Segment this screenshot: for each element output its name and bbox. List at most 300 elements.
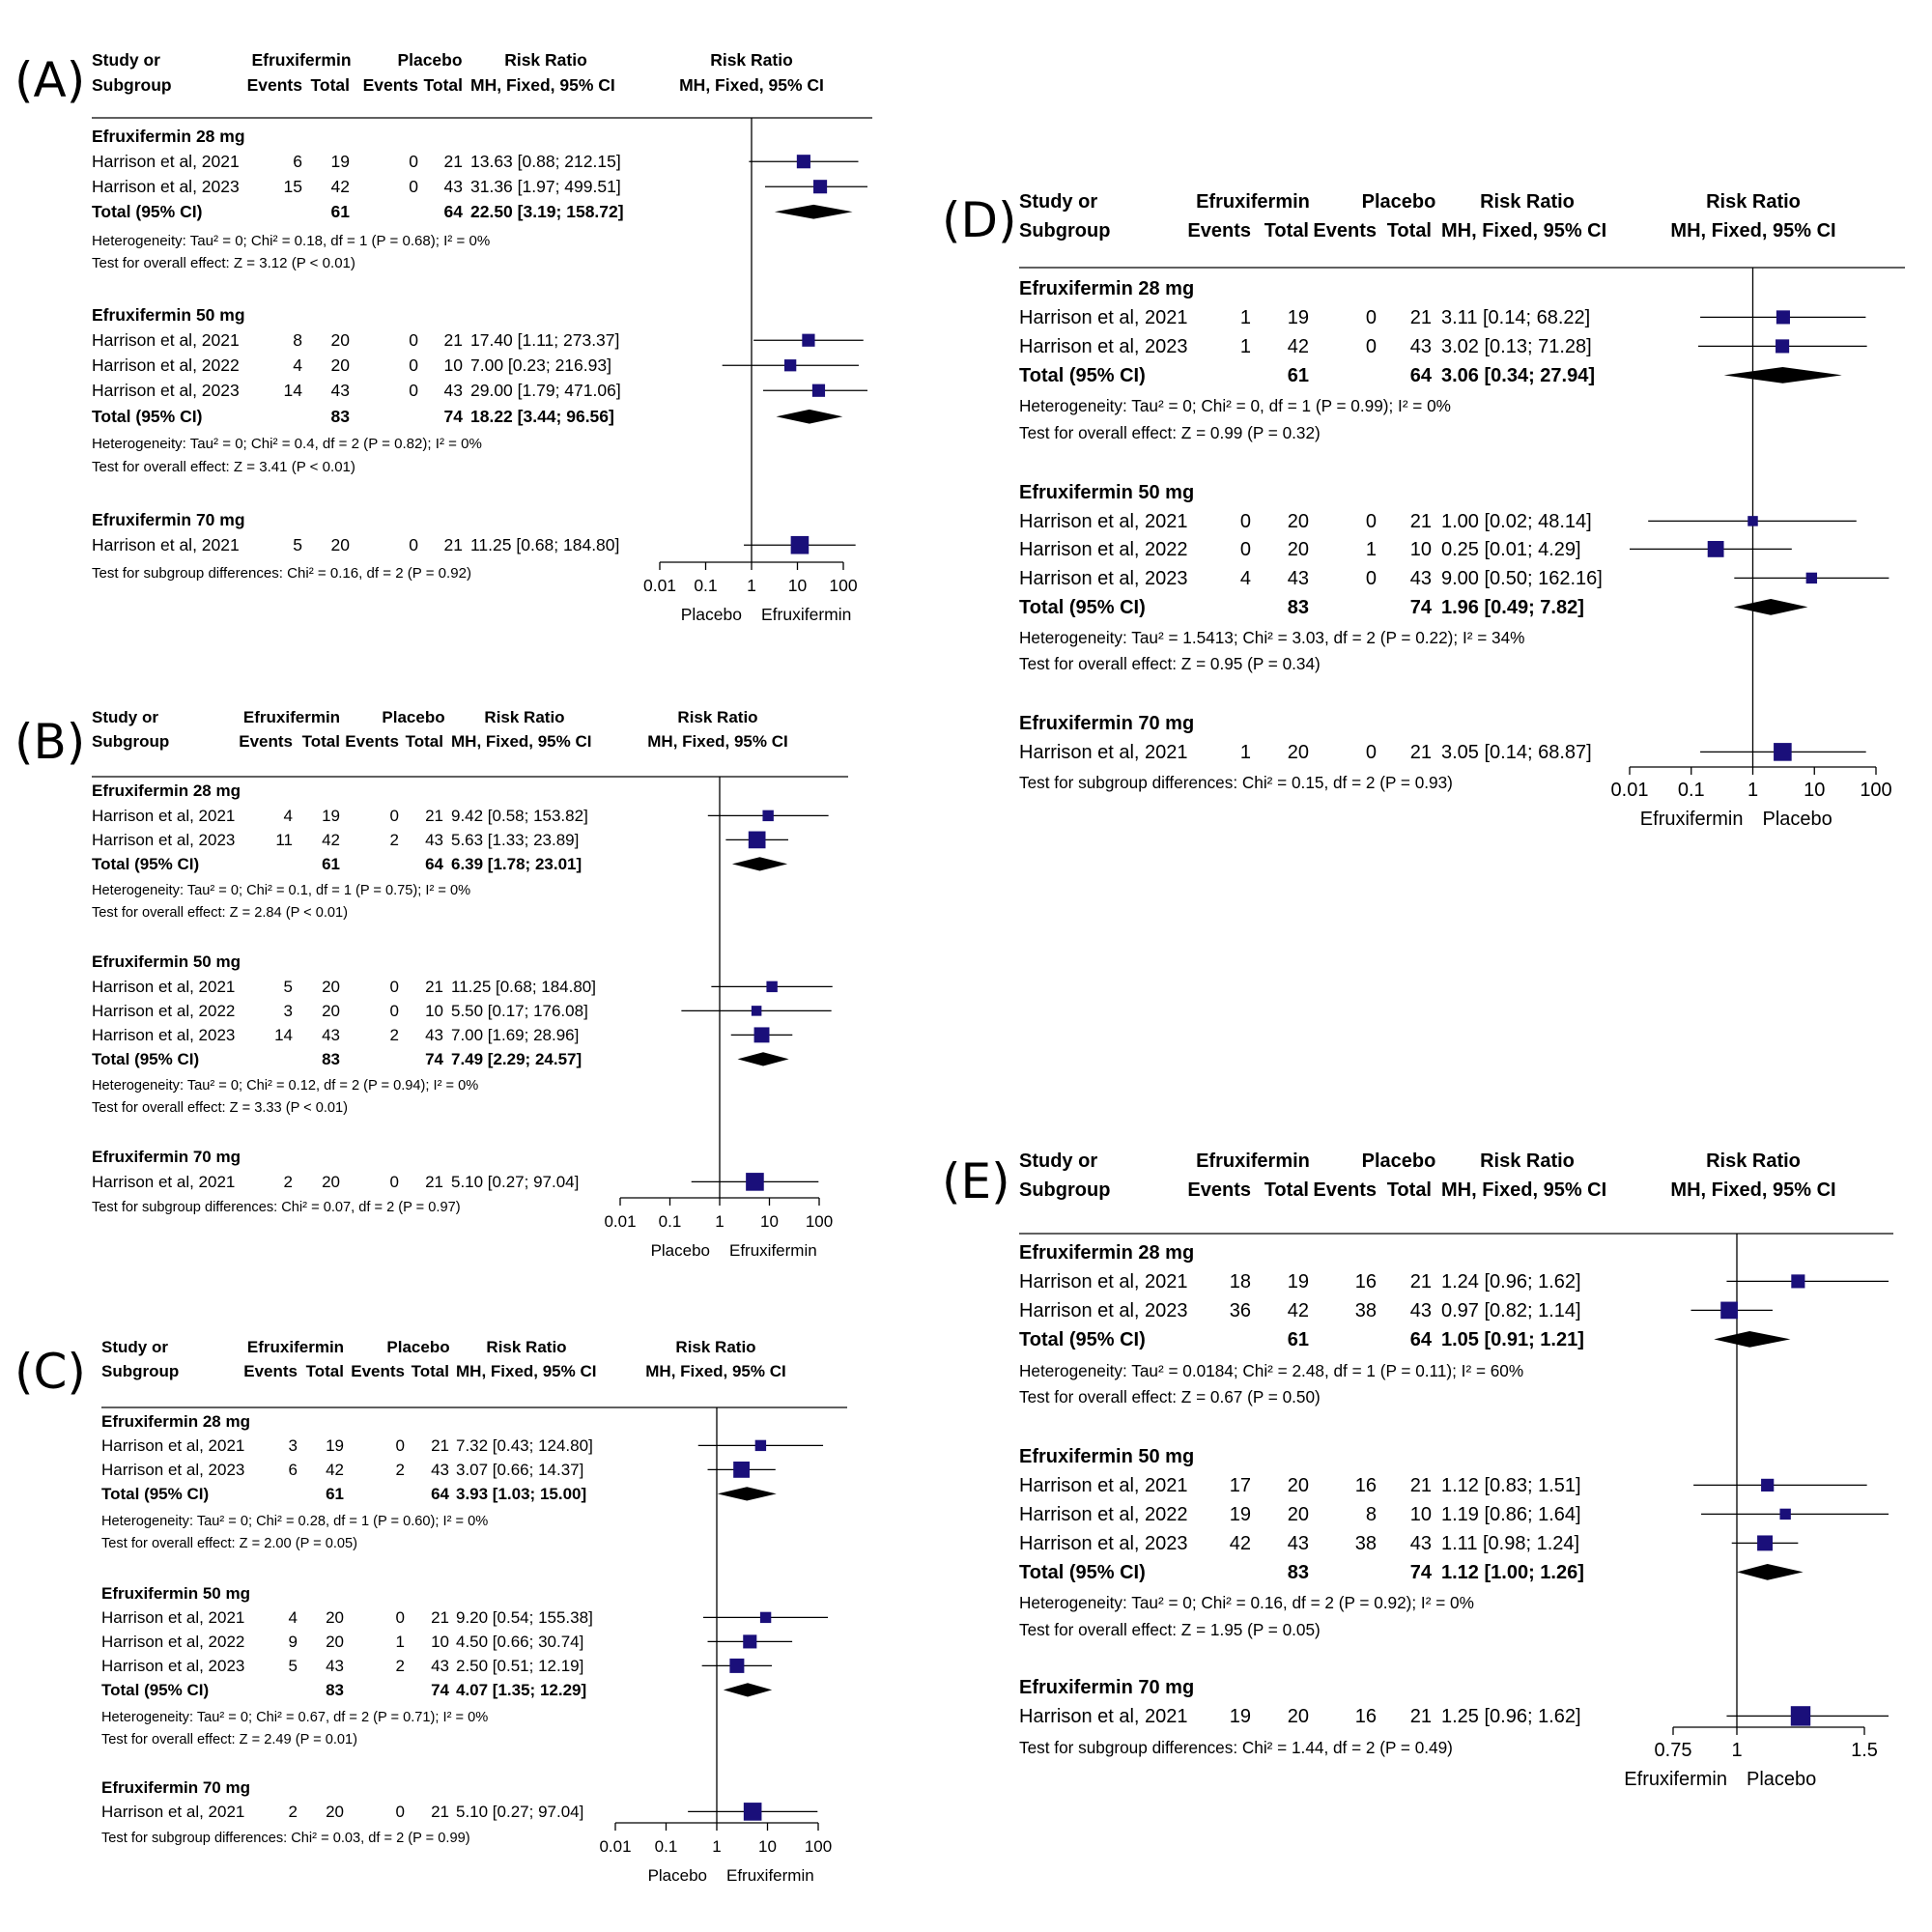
header-subgroup: Subgroup: [1019, 220, 1111, 242]
x-label-left: Placebo: [680, 605, 742, 624]
study-marker: [784, 359, 796, 371]
total-placebo: 64: [1409, 1329, 1432, 1350]
study-marker: [743, 1634, 756, 1648]
study-name: Harrison et al, 2021: [1019, 1706, 1188, 1727]
placebo-total: 21: [1409, 742, 1432, 763]
study-marker: [760, 1612, 771, 1623]
header-total-efx: Total: [1264, 1179, 1309, 1201]
subgroup-title: Efruxifermin 50 mg: [92, 305, 245, 325]
total-ci: 22.50 [3.19; 158.72]: [470, 202, 624, 221]
header-method-plot: MH, Fixed, 95% CI: [1670, 1179, 1836, 1201]
study-marker: [791, 536, 810, 554]
placebo-total: 10: [443, 355, 463, 375]
efx-events: 1: [1239, 742, 1251, 763]
efx-events: 19: [1229, 1706, 1251, 1727]
x-tick-label: 100: [805, 1212, 834, 1231]
subgroup-title: Efruxifermin 70 mg: [101, 1778, 250, 1797]
study-name: Harrison et al, 2023: [101, 1461, 245, 1479]
efx-total: 20: [330, 535, 350, 554]
x-tick-label: 1: [1747, 780, 1759, 801]
x-tick-label: 1: [715, 1212, 724, 1231]
study-name: Harrison et al, 2023: [1019, 336, 1188, 357]
efx-total: 42: [1287, 336, 1309, 357]
risk-ratio-ci: 3.11 [0.14; 68.22]: [1441, 307, 1591, 328]
total-efx: 83: [1287, 597, 1309, 618]
study-name: Harrison et al, 2023: [92, 381, 240, 400]
total-placebo: 74: [443, 407, 463, 426]
efx-total: 20: [1287, 742, 1309, 763]
efx-total: 42: [322, 831, 340, 849]
pooled-diamond: [724, 1683, 772, 1696]
header-events-efx: Events: [1187, 1179, 1251, 1201]
placebo-events: 0: [395, 1608, 405, 1627]
total-label: Total (95% CI): [92, 1050, 200, 1068]
efx-events: 5: [283, 978, 293, 996]
total-placebo: 74: [1409, 1562, 1432, 1583]
placebo-events: 0: [409, 535, 418, 554]
x-tick-label: 0.1: [1677, 780, 1705, 801]
x-tick-label: 0.1: [654, 1837, 678, 1856]
header-total-pla: Total: [411, 1362, 449, 1380]
placebo-events: 0: [1365, 568, 1377, 589]
placebo-total: 21: [1409, 1271, 1432, 1293]
study-name: Harrison et al, 2023: [92, 831, 236, 849]
overall-effect-text: Test for overall effect: Z = 2.49 (P = 0.01): [101, 1732, 358, 1747]
total-ci: 1.12 [1.00; 1.26]: [1441, 1562, 1584, 1583]
study-marker: [812, 384, 825, 397]
panel-label: (B): [14, 714, 86, 770]
header-subgroup: Subgroup: [1019, 1179, 1111, 1201]
header-total-pla: Total: [1386, 1179, 1432, 1201]
risk-ratio-ci: 5.63 [1.33; 23.89]: [451, 831, 580, 849]
header-study: Study or: [92, 50, 160, 70]
header-method: MH, Fixed, 95% CI: [456, 1362, 597, 1380]
subgroup-title: Efruxifermin 50 mg: [1019, 1446, 1195, 1467]
x-tick-label: 0.1: [658, 1212, 682, 1231]
study-marker: [762, 810, 773, 821]
x-tick-label: 100: [804, 1837, 833, 1856]
total-efx: 83: [322, 1050, 340, 1068]
study-marker: [1779, 1509, 1790, 1520]
panel-c: [14, 1338, 847, 1885]
placebo-total: 10: [1409, 539, 1432, 560]
efx-total: 20: [1287, 511, 1309, 532]
heterogeneity-text: Heterogeneity: Tau² = 0; Chi² = 0.18, df = 1 (P = 0.68); I² = 0%: [92, 233, 491, 249]
heterogeneity-text: Heterogeneity: Tau² = 1.5413; Chi² = 3.03, df = 2 (P = 0.22); I² = 34%: [1019, 628, 1525, 647]
x-label-right: Placebo: [1762, 809, 1833, 830]
subgroup-title: Efruxifermin 50 mg: [1019, 482, 1195, 503]
risk-ratio-ci: 7.32 [0.43; 124.80]: [456, 1436, 593, 1455]
placebo-total: 43: [443, 381, 463, 400]
placebo-total: 10: [1409, 1504, 1432, 1525]
x-tick-label: 0.01: [599, 1837, 632, 1856]
efx-events: 0: [1239, 539, 1251, 560]
header-study: Study or: [92, 708, 158, 726]
risk-ratio-ci: 1.11 [0.98; 1.24]: [1441, 1533, 1580, 1554]
placebo-total: 21: [431, 1436, 449, 1455]
efx-events: 3: [288, 1436, 298, 1455]
placebo-total: 43: [443, 177, 463, 196]
x-label-left: Placebo: [647, 1866, 707, 1885]
x-label-right: Placebo: [1747, 1769, 1817, 1790]
x-label-left: Efruxifermin: [1639, 809, 1744, 830]
total-placebo: 64: [1409, 365, 1432, 386]
total-efx: 83: [1287, 1562, 1309, 1583]
x-tick-label: 1.5: [1851, 1740, 1878, 1761]
placebo-events: 0: [1365, 336, 1377, 357]
placebo-total: 43: [1409, 336, 1432, 357]
x-tick-label: 0.01: [604, 1212, 637, 1231]
subgroup-title: Efruxifermin 28 mg: [1019, 278, 1195, 299]
study-name: Harrison et al, 2022: [1019, 1504, 1188, 1525]
risk-ratio-ci: 2.50 [0.51; 12.19]: [456, 1657, 584, 1675]
efx-events: 2: [283, 1173, 293, 1191]
risk-ratio-ci: 1.19 [0.86; 1.64]: [1441, 1504, 1581, 1525]
subgroup-title: Efruxifermin 28 mg: [101, 1412, 250, 1431]
header-method-plot: MH, Fixed, 95% CI: [1670, 220, 1836, 242]
header-events-efx: Events: [246, 75, 302, 95]
x-label-left: Efruxifermin: [1624, 1769, 1727, 1790]
efx-total: 20: [326, 1608, 344, 1627]
efx-events: 0: [1239, 511, 1251, 532]
placebo-events: 1: [1365, 539, 1377, 560]
placebo-events: 2: [389, 1026, 399, 1044]
subgroup-differences-text: Test for subgroup differences: Chi² = 0.16, df = 2 (P = 0.92): [92, 565, 471, 582]
x-tick-label: 0.75: [1654, 1740, 1692, 1761]
study-name: Harrison et al, 2021: [1019, 1475, 1188, 1496]
efx-total: 19: [1287, 307, 1309, 328]
heterogeneity-text: Heterogeneity: Tau² = 0; Chi² = 0.16, df = 2 (P = 0.92); I² = 0%: [1019, 1593, 1474, 1612]
pooled-diamond: [1737, 1564, 1804, 1580]
total-efx: 83: [326, 1681, 344, 1699]
efx-total: 43: [330, 381, 350, 400]
placebo-events: 2: [389, 831, 399, 849]
efx-total: 19: [330, 152, 350, 171]
heterogeneity-text: Heterogeneity: Tau² = 0; Chi² = 0.4, df = 2 (P = 0.82); I² = 0%: [92, 436, 482, 452]
placebo-events: 1: [395, 1633, 405, 1651]
study-name: Harrison et al, 2021: [1019, 511, 1188, 532]
efx-events: 18: [1229, 1271, 1251, 1293]
risk-ratio-ci: 3.02 [0.13; 71.28]: [1441, 336, 1592, 357]
study-marker: [813, 180, 827, 193]
study-name: Harrison et al, 2021: [101, 1436, 245, 1455]
risk-ratio-ci: 17.40 [1.11; 273.37]: [470, 330, 620, 350]
total-placebo: 74: [1409, 597, 1432, 618]
study-name: Harrison et al, 2021: [1019, 307, 1188, 328]
efx-total: 43: [1287, 1533, 1309, 1554]
study-marker: [1806, 573, 1817, 583]
study-name: Harrison et al, 2022: [92, 1002, 236, 1020]
placebo-events: 0: [409, 381, 418, 400]
risk-ratio-ci: 1.12 [0.83; 1.51]: [1441, 1475, 1581, 1496]
panel-b: [14, 708, 848, 1260]
efx-events: 19: [1229, 1504, 1251, 1525]
panel-d: [942, 191, 1905, 830]
x-label-left: Placebo: [650, 1241, 710, 1260]
header-events-pla: Events: [362, 75, 418, 95]
total-efx: 83: [330, 407, 350, 426]
pooled-diamond: [1724, 367, 1842, 384]
study-name: Harrison et al, 2021: [101, 1803, 245, 1821]
header-method: MH, Fixed, 95% CI: [1441, 220, 1607, 242]
header-subgroup: Subgroup: [101, 1362, 180, 1380]
pooled-diamond: [1714, 1331, 1790, 1348]
total-placebo: 64: [443, 202, 463, 221]
placebo-total: 21: [431, 1803, 449, 1821]
study-marker: [746, 1173, 764, 1191]
placebo-events: 0: [389, 1173, 399, 1191]
total-ci: 3.93 [1.03; 15.00]: [456, 1485, 587, 1503]
x-label-right: Efruxifermin: [726, 1866, 814, 1885]
risk-ratio-ci: 11.25 [0.68; 184.80]: [470, 535, 620, 554]
header-total-efx: Total: [310, 75, 350, 95]
study-marker: [802, 334, 814, 347]
header-efruxifermin: Efruxifermin: [242, 708, 341, 726]
placebo-total: 21: [425, 807, 443, 825]
heterogeneity-text: Heterogeneity: Tau² = 0; Chi² = 0, df = 1 (P = 0.99); I² = 0%: [1019, 396, 1451, 415]
study-marker: [1708, 541, 1724, 557]
header-method-plot: MH, Fixed, 95% CI: [645, 1362, 786, 1380]
header-efruxifermin: Efruxifermin: [1196, 191, 1310, 213]
overall-effect-text: Test for overall effect: Z = 2.00 (P = 0.05): [101, 1536, 358, 1551]
efx-total: 42: [1287, 1300, 1309, 1321]
risk-ratio-ci: 1.00 [0.02; 48.14]: [1441, 511, 1592, 532]
header-method-plot: MH, Fixed, 95% CI: [647, 732, 788, 751]
x-tick-label: 10: [1804, 780, 1826, 801]
efx-events: 6: [293, 152, 302, 171]
study-marker: [1747, 516, 1758, 526]
efx-total: 19: [1287, 1271, 1309, 1293]
placebo-events: 0: [389, 978, 399, 996]
header-total-pla: Total: [405, 732, 443, 751]
efx-events: 17: [1229, 1475, 1251, 1496]
overall-effect-text: Test for overall effect: Z = 3.12 (P < 0.01): [92, 255, 355, 271]
header-total-pla: Total: [423, 75, 463, 95]
header-risk-ratio: Risk Ratio: [486, 1338, 567, 1356]
efx-events: 3: [283, 1002, 293, 1020]
total-ci: 1.96 [0.49; 7.82]: [1441, 597, 1584, 618]
header-risk-ratio: Risk Ratio: [1480, 1151, 1575, 1172]
study-marker: [1757, 1535, 1773, 1550]
subgroup-title: Efruxifermin 28 mg: [1019, 1242, 1195, 1264]
header-subgroup: Subgroup: [92, 732, 170, 751]
subgroup-title: Efruxifermin 50 mg: [92, 952, 241, 971]
efx-total: 20: [326, 1803, 344, 1821]
placebo-events: 16: [1354, 1706, 1377, 1727]
study-marker: [1776, 339, 1789, 353]
risk-ratio-ci: 3.05 [0.14; 68.87]: [1441, 742, 1592, 763]
header-study: Study or: [1019, 1151, 1098, 1172]
pooled-diamond: [1734, 599, 1808, 615]
total-efx: 61: [1287, 365, 1309, 386]
study-marker: [1720, 1302, 1738, 1320]
panel-label: (C): [14, 1344, 86, 1400]
study-name: Harrison et al, 2023: [1019, 568, 1188, 589]
pooled-diamond: [776, 410, 842, 424]
study-name: Harrison et al, 2022: [92, 355, 240, 375]
header-study: Study or: [101, 1338, 168, 1356]
subgroup-differences-text: Test for subgroup differences: Chi² = 0.15, df = 2 (P = 0.93): [1019, 773, 1453, 792]
efx-total: 20: [322, 1002, 340, 1020]
efx-events: 6: [288, 1461, 298, 1479]
placebo-events: 0: [389, 807, 399, 825]
subgroup-differences-text: Test for subgroup differences: Chi² = 0.07, df = 2 (P = 0.97): [92, 1200, 461, 1215]
header-method: MH, Fixed, 95% CI: [470, 75, 615, 95]
total-placebo: 64: [425, 855, 443, 873]
efx-events: 5: [288, 1657, 298, 1675]
pooled-diamond: [775, 205, 853, 219]
placebo-events: 38: [1354, 1533, 1377, 1554]
total-label: Total (95% CI): [92, 202, 203, 221]
placebo-total: 43: [431, 1657, 449, 1675]
placebo-events: 16: [1354, 1271, 1377, 1293]
pooled-diamond: [718, 1487, 777, 1500]
efx-total: 20: [1287, 1706, 1309, 1727]
placebo-events: 0: [1365, 742, 1377, 763]
panel-label: (A): [14, 52, 86, 108]
overall-effect-text: Test for overall effect: Z = 2.84 (P < 0.01): [92, 905, 349, 921]
efx-total: 20: [322, 978, 340, 996]
risk-ratio-ci: 9.20 [0.54; 155.38]: [456, 1608, 593, 1627]
x-tick-label: 0.01: [1610, 780, 1649, 801]
panel-label: (D): [942, 192, 1017, 248]
efx-total: 43: [326, 1657, 344, 1675]
study-name: Harrison et al, 2023: [92, 1026, 236, 1044]
overall-effect-text: Test for overall effect: Z = 0.67 (P = 0.50): [1019, 1387, 1321, 1406]
placebo-total: 21: [425, 1173, 443, 1191]
placebo-total: 43: [425, 1026, 443, 1044]
risk-ratio-ci: 29.00 [1.79; 471.06]: [470, 381, 621, 400]
efx-total: 20: [330, 330, 350, 350]
header-events-efx: Events: [1187, 220, 1251, 242]
header-placebo: Placebo: [397, 50, 463, 70]
header-total-efx: Total: [305, 1362, 344, 1380]
study-name: Harrison et al, 2021: [92, 807, 236, 825]
header-subgroup: Subgroup: [92, 75, 172, 95]
heterogeneity-text: Heterogeneity: Tau² = 0; Chi² = 0.12, df = 2 (P = 0.94); I² = 0%: [92, 1078, 479, 1094]
total-label: Total (95% CI): [92, 407, 203, 426]
placebo-events: 2: [395, 1461, 405, 1479]
panel-a: [14, 50, 872, 624]
risk-ratio-ci: 7.00 [1.69; 28.96]: [451, 1026, 580, 1044]
efx-events: 11: [275, 831, 293, 849]
efx-events: 8: [293, 330, 302, 350]
efx-events: 36: [1229, 1300, 1251, 1321]
placebo-events: 2: [395, 1657, 405, 1675]
header-efruxifermin: Efruxifermin: [1196, 1151, 1310, 1172]
risk-ratio-ci: 3.07 [0.66; 14.37]: [456, 1461, 584, 1479]
total-efx: 61: [322, 855, 340, 873]
placebo-total: 21: [443, 330, 463, 350]
heterogeneity-text: Heterogeneity: Tau² = 0; Chi² = 0.28, df = 1 (P = 0.60); I² = 0%: [101, 1514, 489, 1529]
total-ci: 1.05 [0.91; 1.21]: [1441, 1329, 1584, 1350]
total-ci: 4.07 [1.35; 12.29]: [456, 1681, 587, 1699]
study-marker: [749, 832, 766, 849]
overall-effect-text: Test for overall effect: Z = 3.33 (P < 0.01): [92, 1100, 349, 1116]
placebo-events: 0: [409, 330, 418, 350]
total-placebo: 74: [431, 1681, 449, 1699]
study-marker: [1774, 743, 1792, 761]
total-label: Total (95% CI): [1019, 1329, 1146, 1350]
header-placebo: Placebo: [1361, 1151, 1436, 1172]
efx-total: 20: [1287, 1504, 1309, 1525]
placebo-total: 10: [431, 1633, 449, 1651]
heterogeneity-text: Heterogeneity: Tau² = 0; Chi² = 0.1, df = 1 (P = 0.75); I² = 0%: [92, 883, 471, 898]
study-marker: [744, 1803, 762, 1821]
total-placebo: 64: [431, 1485, 449, 1503]
efx-events: 5: [293, 535, 302, 554]
placebo-total: 43: [1409, 1533, 1432, 1554]
study-marker: [1791, 1706, 1810, 1725]
x-tick-label: 0.01: [642, 576, 677, 595]
placebo-events: 0: [409, 177, 418, 196]
study-name: Harrison et al, 2023: [1019, 1300, 1188, 1321]
risk-ratio-ci: 5.10 [0.27; 97.04]: [451, 1173, 580, 1191]
header-total-efx: Total: [1264, 220, 1309, 242]
x-tick-label: 1: [1731, 1740, 1743, 1761]
header-risk-ratio-plot: Risk Ratio: [710, 50, 793, 70]
study-name: Harrison et al, 2021: [1019, 1271, 1188, 1293]
total-efx: 61: [1287, 1329, 1309, 1350]
header-events-pla: Events: [345, 732, 399, 751]
study-marker: [766, 981, 777, 992]
x-tick-label: 10: [787, 576, 808, 595]
header-method: MH, Fixed, 95% CI: [1441, 1179, 1607, 1201]
study-marker: [1761, 1479, 1774, 1492]
efx-total: 43: [322, 1026, 340, 1044]
efx-total: 20: [1287, 539, 1309, 560]
efx-events: 1: [1239, 336, 1251, 357]
placebo-events: 0: [389, 1002, 399, 1020]
placebo-events: 0: [395, 1436, 405, 1455]
overall-effect-text: Test for overall effect: Z = 0.95 (P = 0.34): [1019, 654, 1321, 673]
total-label: Total (95% CI): [1019, 1562, 1146, 1583]
header-risk-ratio: Risk Ratio: [504, 50, 587, 70]
study-marker: [733, 1462, 750, 1478]
header-events-pla: Events: [1313, 220, 1377, 242]
risk-ratio-ci: 4.50 [0.66; 30.74]: [456, 1633, 584, 1651]
study-name: Harrison et al, 2021: [92, 152, 240, 171]
placebo-total: 21: [1409, 1706, 1432, 1727]
efx-events: 4: [288, 1608, 298, 1627]
placebo-events: 0: [409, 152, 418, 171]
subgroup-title: Efruxifermin 70 mg: [92, 510, 245, 529]
total-efx: 61: [326, 1485, 344, 1503]
total-label: Total (95% CI): [92, 855, 200, 873]
header-efruxifermin: Efruxifermin: [246, 1338, 345, 1356]
placebo-events: 0: [409, 355, 418, 375]
risk-ratio-ci: 9.00 [0.50; 162.16]: [1441, 568, 1603, 589]
study-marker: [729, 1659, 744, 1673]
study-name: Harrison et al, 2023: [101, 1657, 245, 1675]
placebo-total: 43: [431, 1461, 449, 1479]
placebo-events: 0: [1365, 307, 1377, 328]
header-total-efx: Total: [301, 732, 340, 751]
study-name: Harrison et al, 2021: [1019, 742, 1188, 763]
efx-total: 43: [1287, 568, 1309, 589]
subgroup-differences-text: Test for subgroup differences: Chi² = 0.03, df = 2 (P = 0.99): [101, 1831, 470, 1846]
risk-ratio-ci: 0.97 [0.82; 1.14]: [1441, 1300, 1581, 1321]
subgroup-title: Efruxifermin 70 mg: [1019, 1677, 1195, 1698]
efx-events: 9: [288, 1633, 298, 1651]
risk-ratio-ci: 9.42 [0.58; 153.82]: [451, 807, 588, 825]
header-method: MH, Fixed, 95% CI: [451, 732, 592, 751]
study-marker: [797, 155, 810, 168]
header-risk-ratio: Risk Ratio: [1480, 191, 1575, 213]
placebo-total: 43: [425, 831, 443, 849]
placebo-events: 38: [1354, 1300, 1377, 1321]
efx-total: 20: [322, 1173, 340, 1191]
